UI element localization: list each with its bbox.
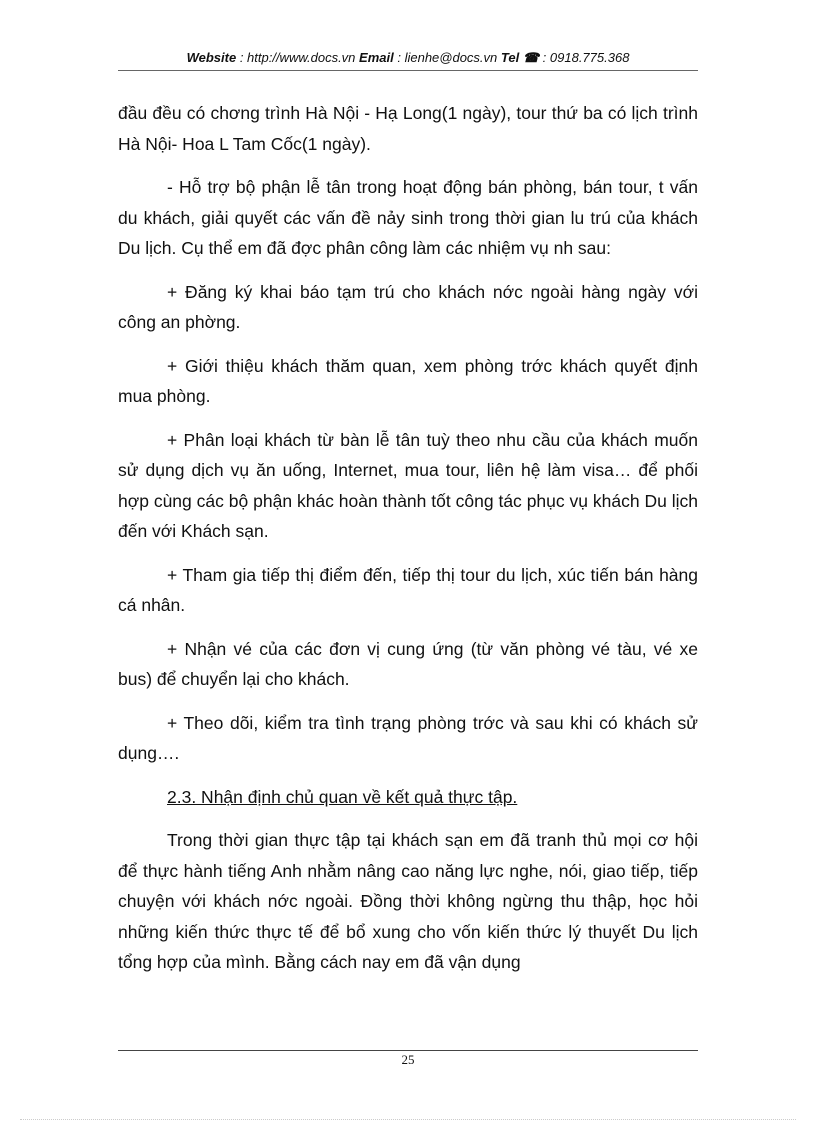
paragraph-1: đầu đều có chơng trình Hà Nội - Hạ Long(1 ngày), tour thứ ba có lịch trình Hà Nội- Hoa L Tam Cốc(1 ngày).	[118, 103, 698, 154]
phone-icon: ☎	[522, 50, 540, 65]
paragraph-8: + Theo dõi, kiểm tra tình trạng phòng trớc và sau khi có khách sử dụng….	[118, 712, 698, 763]
tel-label: Tel	[500, 50, 520, 65]
paragraph-2: - Hỗ trợ bộ phận lễ tân trong hoạt động bán phòng, bán tour, t vấn du khách, giải quyết các vấn đề nảy sinh trong thời gian lu trú của khách Du lịch. Cụ thể em đã đợc phân công làm các nhiệm vụ nh sau:	[118, 177, 698, 258]
paragraph-9: Trong thời gian thực tập tại khách sạn em đã tranh thủ mọi cơ hội để thực hành tiếng Anh nhằm nâng cao năng lực nghe, nói, giao tiếp, tiếp chuyện với khách nớc ngoài. Đồng thời không ngừng thu thập, học hỏi những kiến thức thực tế để bổ xung cho vốn kiến thức lý thuyết Du lịch tổng hợp của mình. Bằng cách nay em đã vận dụng	[118, 830, 698, 972]
tel-value: : 0918.775.368	[542, 50, 630, 65]
email-label: Email	[359, 50, 394, 65]
page-edge-divider	[20, 1119, 796, 1120]
document-body	[118, 98, 698, 991]
paragraph-4: + Giới thiệu khách thăm quan, xem phòng trớc khách quyết định mua phòng.	[118, 355, 698, 406]
footer-divider	[118, 1050, 698, 1051]
paragraph-6: + Tham gia tiếp thị điểm đến, tiếp thị tour du lịch, xúc tiến bán hàng cá nhân.	[118, 564, 698, 615]
section-heading-text: 2.3. Nhận định chủ quan về kết quả thực tập.	[167, 786, 518, 807]
paragraph-7: + Nhận vé của các đơn vị cung ứng (từ văn phòng vé tàu, vé xe bus) để chuyển lại cho khách.	[118, 638, 698, 689]
paragraph-3: + Đăng ký khai báo tạm trú cho khách nớc ngoài hàng ngày với công an phờng.	[118, 281, 698, 332]
website-value: : http://www.docs.vn	[239, 50, 356, 65]
paragraph-5: + Phân loại khách từ bàn lễ tân tuỳ theo nhu cầu của khách muốn sử dụng dịch vụ ăn uống, Internet, mua tour, liên hệ làm visa… để phối hợp cùng các bộ phận khác hoàn thành tốt công tác phục vụ khách Du lịch đến với Khách sạn.	[118, 429, 698, 541]
section-heading	[118, 782, 698, 813]
page-header	[118, 50, 698, 66]
page-number: 25	[401, 1052, 415, 1067]
website-label: Website	[186, 50, 237, 65]
header-divider	[118, 70, 698, 71]
email-value: : lienhe@docs.vn	[397, 50, 498, 65]
